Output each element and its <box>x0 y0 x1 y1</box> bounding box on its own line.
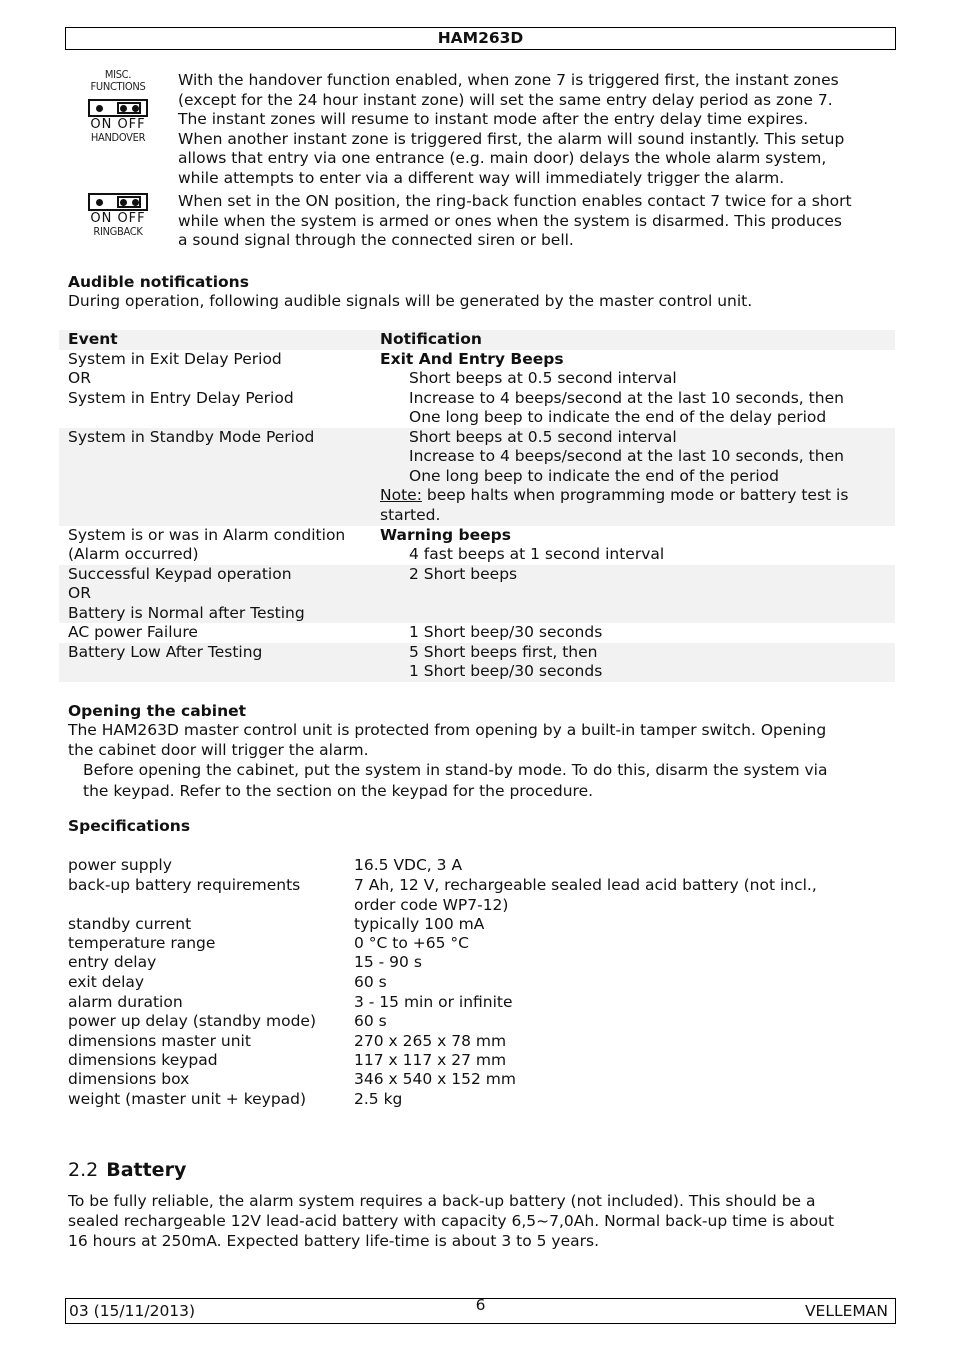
audible-heading: Audible notifications <box>68 273 249 291</box>
specs-heading: Specifications <box>68 817 191 835</box>
handover-description: With the handover function enabled, when zone 7 is triggered first, the instant zones (except for the 24 hour instant zone) will set the same entry delay period as zone 7. The instant zones will resume to instant mode after the entry delay time expires. When another instant zone is triggered first, the alarm will sound instantly. This setup allows that entry via one entrance (e.g. main door) delays the whole alarm system, while attempts to enter via a different way will immediately trigger the alarm. <box>178 71 845 187</box>
ringback-label: RINGBACK <box>93 225 143 238</box>
handover-label: HANDOVER <box>90 131 146 144</box>
table-row: Successful Keypad operation OR Battery is Normal after Testing 2 Short beeps <box>59 565 895 624</box>
functions-label: FUNCTIONS <box>90 80 146 93</box>
section-heading-battery <box>68 1158 186 1182</box>
misc-label: MISC. <box>104 68 132 81</box>
jumper-icon <box>88 193 148 211</box>
table-header-row <box>59 330 895 350</box>
on-off-label: ON OFF <box>90 211 146 226</box>
jumper-icon <box>88 99 148 117</box>
table-row: System is or was in Alarm condition (Alarm occurred) Warning beeps 4 fast beeps at 1 second interval <box>68 525 665 563</box>
cabinet-note: Before opening the cabinet, put the system in stand-by mode. To do this, disarm the system via the keypad. Refer to the section on the keypad for the procedure. <box>83 761 828 800</box>
version-date: 03 (15/11/2013) <box>69 1302 196 1320</box>
ringback-jumper-figure <box>82 193 154 238</box>
on-off-label: ON OFF <box>90 117 146 132</box>
page-footer <box>65 1298 896 1324</box>
cabinet-heading: Opening the cabinet <box>68 702 247 720</box>
column-header-notification: Notification <box>380 330 482 348</box>
page-header <box>65 27 896 50</box>
brand-name: VELLEMAN <box>804 1302 888 1320</box>
model-name: HAM263D <box>437 29 524 47</box>
note-label: Note: <box>380 486 422 504</box>
battery-text: To be fully reliable, the alarm system requires a back-up battery (not included). This should be a sealed rechargeable 12V lead-acid battery with capacity 6,5~7,0Ah. Normal back-up time is about 16 hours at 250mA. Expected battery life-time is about 3 to 5 years. <box>68 1192 835 1250</box>
column-header-event: Event <box>68 330 118 348</box>
cabinet-text: The HAM263D master control unit is protected from opening by a built-in tamper switch. Opening the cabinet door will trigger the alarm. <box>68 721 827 759</box>
table-row: System in Standby Mode Period Short beeps at 0.5 second interval Increase to 4 beeps/second at the last 10 seconds, then One long beep to indicate the end of the period Note: beep halts when programming mode or battery test is started. <box>59 428 895 526</box>
page-number: 6 <box>475 1296 486 1314</box>
handover-jumper-figure <box>82 69 154 144</box>
audible-intro: During operation, following audible signals will be generated by the master control unit. <box>68 292 753 310</box>
table-row: System in Exit Delay Period OR System in Entry Delay Period Exit And Entry Beeps Short beeps at 0.5 second interval Increase to 4 beeps/second at the last 10 seconds, then One long beep to indicate the end of the delay period <box>68 349 844 426</box>
ringback-description: When set in the ON position, the ring-back function enables contact 7 twice for a short while when the system is armed or ones when the system is disarmed. This produces a sound signal through the connected siren or bell. <box>178 192 852 249</box>
table-row: AC power Failure 1 Short beep/30 seconds <box>68 623 603 641</box>
section-title: Battery <box>106 1159 187 1181</box>
notification-table <box>59 330 895 682</box>
table-row: Battery Low After Testing 5 Short beeps first, then 1 Short beep/30 seconds <box>59 643 895 682</box>
section-number: 2.2 <box>68 1159 99 1181</box>
